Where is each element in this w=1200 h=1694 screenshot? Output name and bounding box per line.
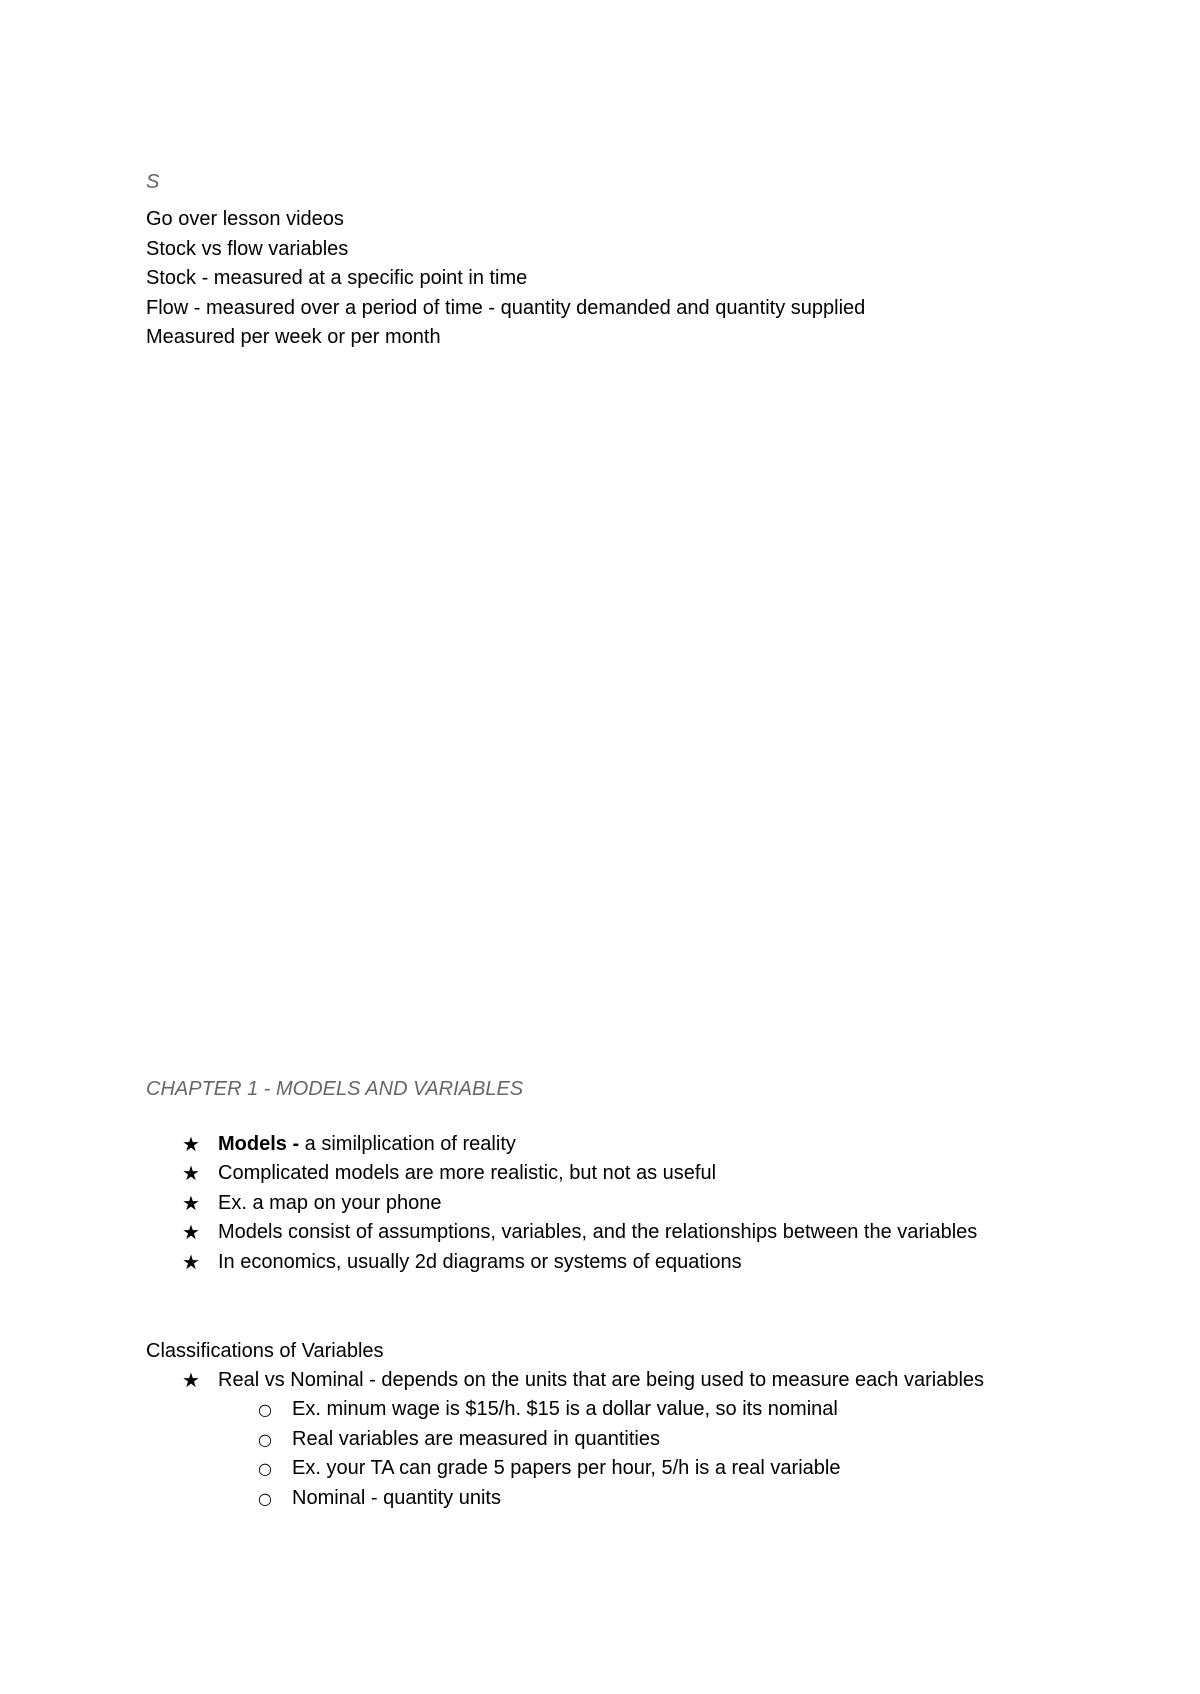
star-bullet-icon: ★ (182, 1190, 200, 1215)
star-bullet-icon: ★ (182, 1249, 200, 1274)
list-item (146, 1218, 1006, 1247)
classifications-heading: Classifications of Variables (146, 1340, 384, 1362)
list-item (146, 1366, 1006, 1395)
sub-list-item (146, 1395, 1006, 1424)
term-bold: Models - (218, 1133, 300, 1155)
note-line: Stock - measured at a specific point in time (146, 267, 528, 290)
star-bullet-icon: ★ (182, 1132, 200, 1156)
item-text: a similplication of reality (299, 1133, 516, 1155)
list-item (146, 1130, 1006, 1159)
sub-item-text: Ex. minum wage is $15/h. $15 is a dollar value, so its nominal (292, 1398, 838, 1421)
models-list (146, 1130, 1006, 1277)
circle-bullet-icon: ○ (258, 1400, 272, 1420)
note-line: Flow - measured over a period of time - quantity demanded and quantity supplied (146, 296, 866, 319)
sub-item-text: Real variables are measured in quantities (292, 1427, 660, 1450)
classifications-list (146, 1366, 1006, 1513)
list-item (146, 1189, 1006, 1218)
sub-item-text: Ex. your TA can grade 5 papers per hour, 5/h is a real variable (292, 1457, 841, 1480)
note-line: Measured per week or per month (146, 326, 441, 349)
item-text: Models consist of assumptions, variables, and the relationships between the variables (218, 1221, 978, 1244)
section-heading: S (146, 171, 160, 193)
star-bullet-icon: ★ (182, 1368, 200, 1392)
circle-bullet-icon: ○ (258, 1488, 272, 1508)
note-line: Stock vs flow variables (146, 237, 349, 260)
star-bullet-icon: ★ (182, 1220, 200, 1245)
item-text: Real vs Nominal - depends on the units that are being used to measure each variables (218, 1369, 985, 1391)
sub-list-item (146, 1425, 1006, 1454)
circle-bullet-icon: ○ (258, 1429, 272, 1449)
item-text: Complicated models are more realistic, but not as useful (218, 1162, 717, 1185)
sub-list-item (146, 1454, 1006, 1483)
list-item (146, 1159, 1006, 1188)
notes-block (146, 205, 865, 353)
star-bullet-icon: ★ (182, 1161, 200, 1186)
circle-bullet-icon: ○ (258, 1459, 272, 1479)
list-item (146, 1248, 1006, 1277)
chapter-title: CHAPTER 1 - MODELS AND VARIABLES (146, 1078, 524, 1100)
sub-list-item (146, 1484, 1006, 1513)
sub-item-text: Nominal - quantity units (292, 1486, 501, 1509)
note-line: Go over lesson videos (146, 208, 344, 230)
item-text: Ex. a map on your phone (218, 1191, 442, 1214)
item-text: In economics, usually 2d diagrams or systems of equations (218, 1250, 742, 1273)
